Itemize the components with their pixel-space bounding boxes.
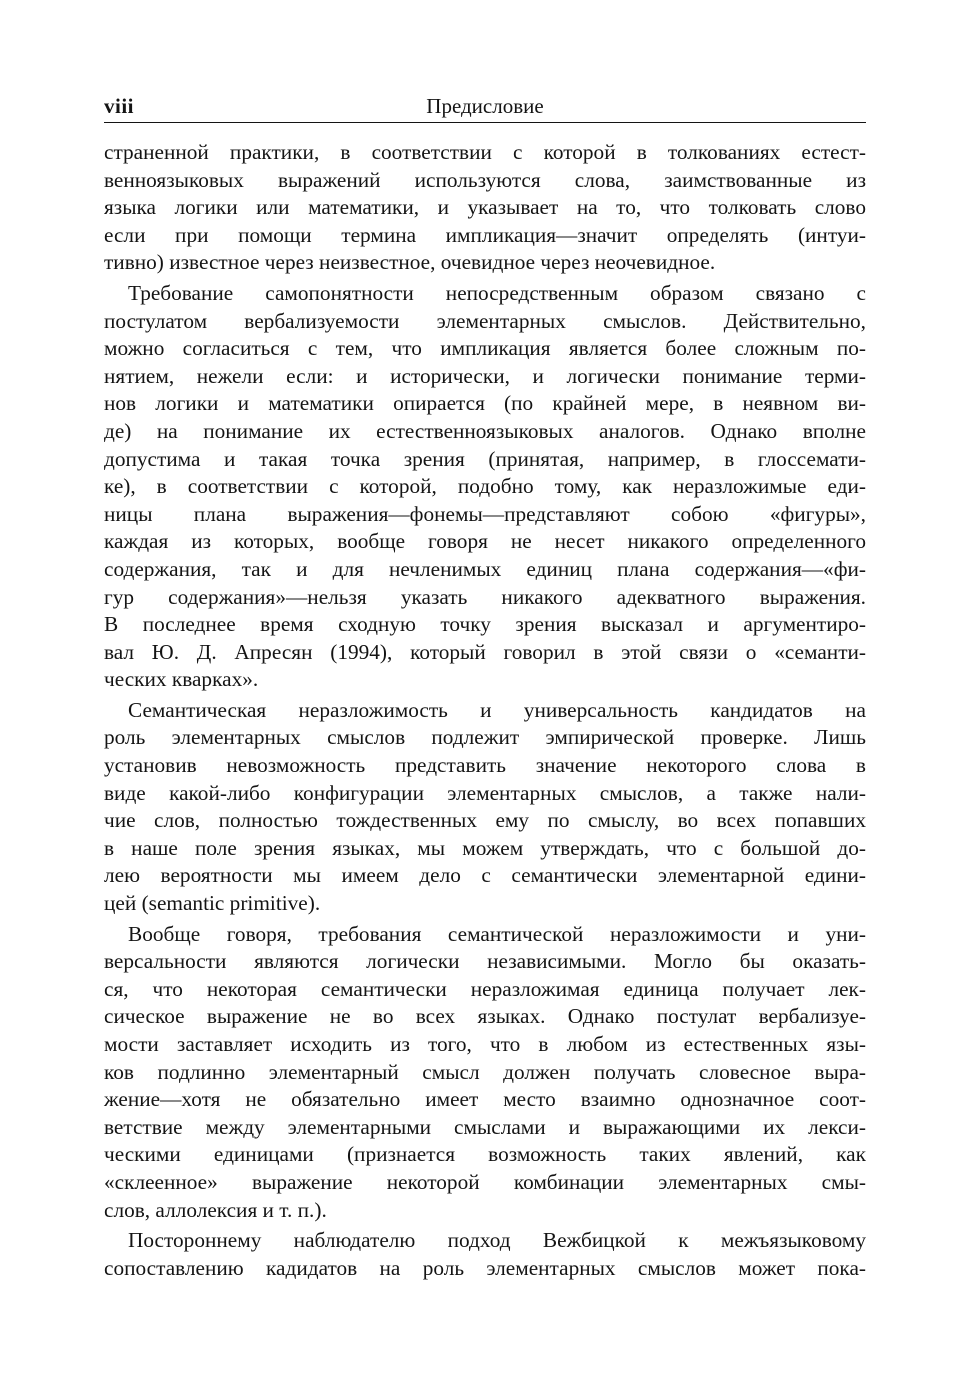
text-line: де) на понимание их естественноязыковых аналогов. Однако вполне (104, 418, 866, 443)
text-line: нятием, нежели если: и исторически, и логически понимание терми- (104, 363, 866, 388)
paragraph (104, 139, 866, 277)
text-line: «склеенное» выражение некоторой комбинации элементарных смы- (104, 1169, 866, 1194)
text-line: страненной практики, в соответствии с которой в толкованиях естест- (104, 140, 866, 164)
text-line: ся, что некоторая семантически неразложимая единица получает лек- (104, 976, 866, 1001)
text-line: ницы плана выражения—фонемы—представляют собою «фигуры», (104, 501, 866, 526)
text-line: виде какой-либо конфигурации элементарных смыслов, а также нали- (104, 780, 866, 805)
body-text (104, 139, 866, 1282)
paragraph (104, 1227, 866, 1282)
text-line: установив невозможность представить значение некоторого слова в (104, 753, 866, 778)
text-line: лею вероятности мы имеем дело с семантически элементарной едини- (104, 863, 866, 888)
text-line: языка логики или математики, и указывает на то, что толковать слово (104, 195, 866, 220)
text-line: сическое выражение не во всех языках. Однако постулат вербализуе- (104, 1004, 866, 1029)
paragraph (104, 280, 866, 694)
text-line: Требование самопонятности непосредственным образом связано с (128, 280, 866, 305)
text-line: Вообще говоря, требования семантической неразложимости и уни- (128, 921, 866, 946)
text-line: вал Ю. Д. Апресян (1994), который говорил в этой связи о «семанти- (104, 639, 866, 664)
text-line: сопоставлению кадидатов на роль элементарных смыслов может пока- (104, 1255, 866, 1280)
text-line: тивно) известное через неизвестное, очевидное через неочевидное. (104, 250, 716, 275)
text-line: жение—хотя не обязательно имеет место взаимно однозначное соот- (104, 1087, 866, 1112)
text-line: В последнее время сходную точку зрения высказал и аргументиро- (104, 612, 866, 637)
running-head (104, 88, 866, 123)
text-line: слов, аллолексия и т. п.). (104, 1197, 327, 1222)
text-line: если при помощи термина импликация—значит определять (интуи- (104, 222, 866, 247)
text-line: чие слов, полностью тождественных ему по смыслу, во всех попавших (104, 808, 866, 833)
text-line: венноязыковых выражений используются слова, заимствованные из (104, 167, 866, 192)
text-line: каждая из которых, вообще говоря не несет никакого определенного (104, 529, 866, 554)
text-line: содержания, так и для нечленимых единиц плана содержания—«фи- (104, 556, 866, 581)
text-line: ке), в соответствии с которой, подобно тому, как неразложимые еди- (104, 474, 866, 499)
text-line: мости заставляет исходить из того, что в любом из естественных язы- (104, 1032, 866, 1056)
text-line: допустима и такая точка зрения (принятая, например, в глоссемати- (104, 446, 866, 471)
paragraph (104, 921, 866, 1225)
text-line: роль элементарных смыслов подлежит эмпирической проверке. Лишь (104, 725, 866, 750)
text-line: гур содержания»—нельзя указать никакого адекватного выражения. (104, 584, 866, 609)
text-line: ветствие между элементарными смыслами и выражающими их лекси- (104, 1114, 866, 1139)
text-line: Семантическая неразложимость и универсальность кандидатов на (128, 697, 866, 722)
text-line: ческими единицами (признается возможность таких явлений, как (104, 1142, 866, 1167)
text-line: можно согласиться с тем, что импликация является более сложным по- (104, 336, 866, 361)
text-line: в наше поле зрения языках, мы можем утверждать, что с большой до- (104, 835, 866, 860)
text-line: Постороннему наблюдателю подход Вежбицкой к межъязыковому (128, 1228, 866, 1253)
page-number: viii (104, 94, 135, 118)
text-line: версальности являются логически независимыми. Могло бы оказать- (104, 949, 866, 974)
paragraph (104, 697, 866, 918)
text-line: ков подлинно элементарный смысл должен получать словесное выра- (104, 1059, 866, 1084)
text-line: нов логики и математики опирается (по крайней мере, в неявном ви- (104, 391, 866, 416)
text-line: цей (semantic primitive). (104, 891, 321, 916)
running-title: Предисловие (426, 94, 544, 118)
text-line: ческих кварках». (104, 667, 259, 692)
book-page (104, 88, 866, 1282)
text-line: постулатом вербализуемости элементарных смыслов. Действительно, (104, 308, 866, 333)
